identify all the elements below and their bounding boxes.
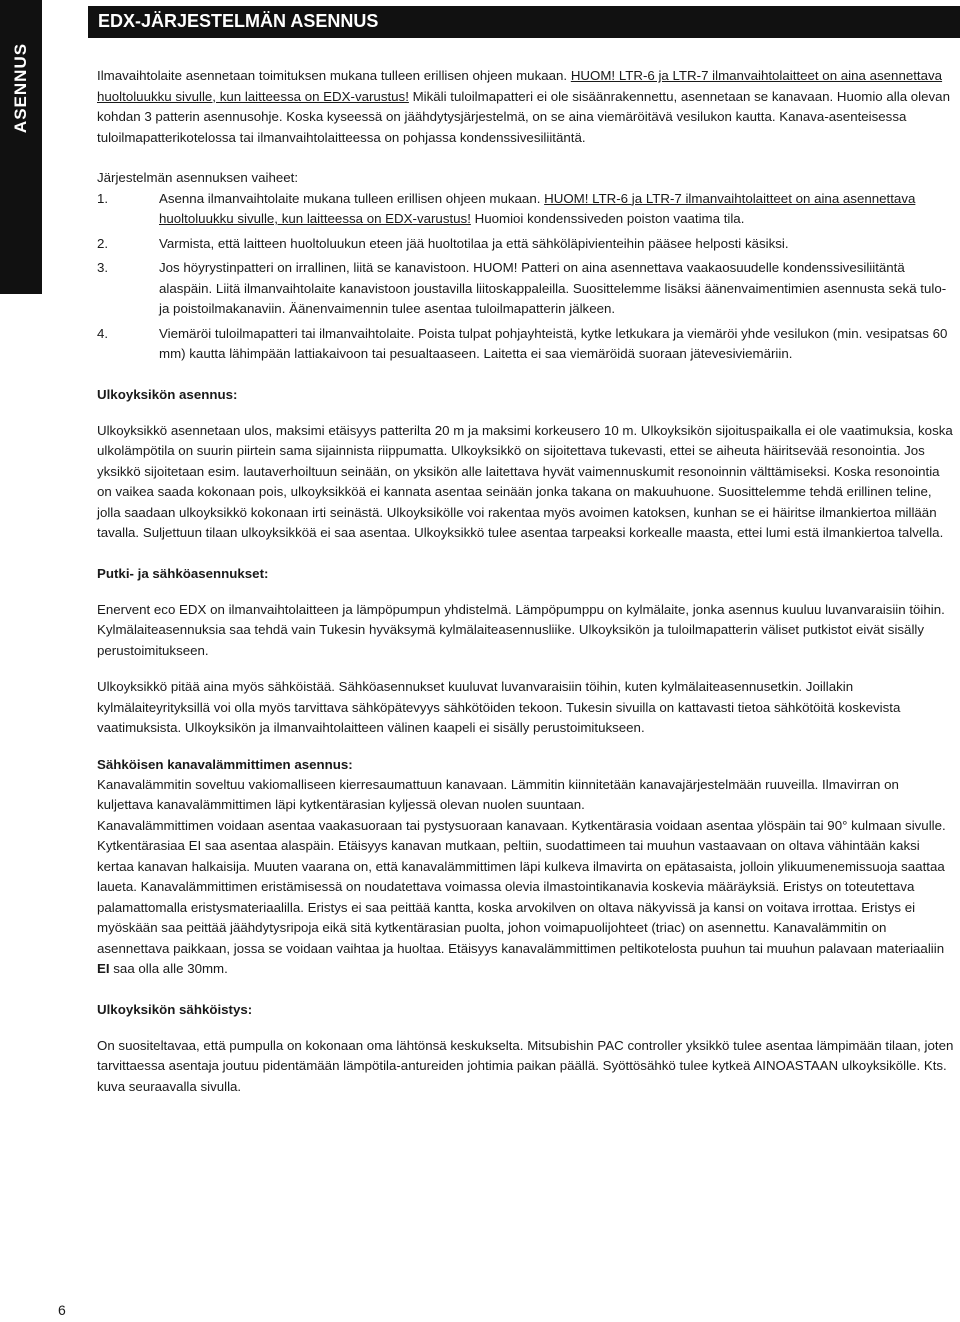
steps-heading: Järjestelmän asennuksen vaiheet: [97,170,299,185]
heater-emphasis: EI [97,961,110,976]
step-text: Viemäröi tuloilmapatteri tai ilmanvaihtolaite. Poista tulpat pohjayhteistä, kytke letkukara ja viemäröi yhde vesilukon (min. vesipatsas 60 mm) kautta lähimpään lattiakaivoon tai pesualtaaseen. Laitetta ei saa viemäröidä suoraan jätevesiviemäriin. [159,325,948,361]
electrification-text: On suositeltavaa, että pumpulla on kokonaan oma lähtönsä keskukselta. Mitsubishin PAC controller yksikkö tulee asentaa lämpimään tilaan, joten tarvittaessa asentaja joutuu pidentämään lämpötila-antureiden johtimia paikan päällä. Syöttösähkö tulee kytkeä AINOASTAAN ulkoyksikölle. Kts. kuva seuraavalla sivulla. [97,1037,954,1094]
title-bar [88,6,960,38]
heater-text: Kanavalämmittimen voidaan asentaa vaakasuoraan tai pystysuoraan kanavaan. Kytkentärasia voidaan asentaa ylöspäin tai 90° kulmaan sivulle. Kytkentärasiaa EI saa asentaa alaspäin. Etäisyys kanavan mutkaan, peltiin, suodattimeen tai muuhun vastaavaan on oltava vähintään kaksi kertaa kanavan halkaisija. Muuten vaarana on, että kanavalämmittimen läpi kulkeva ilmavirta on epätasaista, jolloin ylikuumenemissuoja saattaa laueta. Kanavalämmittimen eristämisessä on noudatettava voimassa olevia ilmastointikanavia koskevia määräyksiä. Eristys on toteutettava palamattomalla eristysmateriaalilla. Eristys ei saa peittää kantta, koska arvokilven on oltava näkyvissä ja kansi on voitava irrottaa. Eristys ei myöskään saa peittää jäähdytysripoja eikä sitä kytkentärasian puolta, johon voimapuolijohteet (triac) on asennettu. Kanavalämmitin on asennettava paikkaan, jossa se voidaan vaihtaa ja huoltaa. Etäisyys kanavalämmittimen peltikotelosta puuhun tai muuhun palavaan materiaaliin [97,817,946,956]
heater-paragraph-2 [97,816,957,980]
step-text: Varmista, että laitteen huoltoluukun eteen jää huoltotilaa ja että sähköläpivienteihin pääsee helposti käsiksi. [159,235,789,251]
step-item [97,258,957,320]
intro-text: Ilmavaihtolaite asennetaan toimituksen mukana tulleen erillisen ohjeen mukaan. [97,68,571,83]
main-content [97,66,957,1097]
step-number: 3. [97,260,109,275]
step-text: Jos höyrystinpatteri on irrallinen, liitä se kanavistoon. HUOM! Patteri on aina asennettava vaakaosuudelle kondenssivesiliitäntä alaspäin. Liitä ilmanvaihtolaite kanavistoon joustavilla liitoskappaleilla. Suosittelemme lisäksi äänenvaimentimien asennusta sekä tulo- ja poistoilmakanaviin. Äänenvaimennin tulee asentaa tuloilmapatterin jälkeen. [159,260,947,316]
intro-text-rest: Mikäli tuloilmapatteri ei ole sisäänrakennettu, asennetaan se kanavaan. Huomio alla olevan kohdan 3 patterin asennusohje. Koska kyseessä on jäähdytysjärjestelmä, on se aina viemäröitävä vesilukon kautta. Kanava-asenteisessa tuloilmapatterikotelossa tai ilmanvaihtolaitteessa on pohjassa kondenssivesiliitäntä. [97,88,950,145]
outdoor-text: Ulkoyksikkö asennetaan ulos, maksimi etäisyys patterilta 20 m ja maksimi korkeusero 10 m. Ulkoyksikön sijoituspaikalla ei ole vaatimuksia, koska ulkolämpötila on suurin piirtein sama sijainnista riippumatta. Ulkoyksikkö on sijoitettava tukevasti, ettei se aiheuta häiritsevää resonointia. Jos yksikkö sijoitetaan esim. lautaverhoiltuun seinään, on yksikön alle laitettava hyvät vaimennuskumit resonoinnin välttämiseksi. Koska resonointia on vaikea saada kokonaan pois, ulkoyksikköä ei kannata asentaa seinään jonka takana on makuuhuone. Suosittelemme tehdä erillinen teline, jolla saadaan ulkoyksikkö kokonaan irti seinästä. Ulkoyksikölle voi rakentaa myös avoimen katoksen, kunhan se ei häiritse ilmankiertoa millään tavalla. Suljettuun tilaan ulkoyksikköä ei saa asentaa. Ulkoyksikkö tulee asentaa tarpeaksi korkealle maasta, ettei lumi estä ilmankiertoa talvella. [97,422,953,540]
step-number: 2. [97,235,109,251]
step-text-part: Huomioi kondenssiveden poiston vaatima tila. [470,211,745,226]
step-item [97,189,957,230]
side-section-tab [0,0,42,294]
heater-paragraph-1: Kanavalämmitin soveltuu vakiomalliseen kierresaumattuun kanavaan. Lämmitin kiinnitetään kanavajärjestelmään ruuveilla. Ilmavirran on kuljettava kanavalämmittimen läpi kytkentärasian kyljessä olevan nuolen suuntaan. [97,776,899,812]
page-number: 6 [58,1302,66,1318]
intro-warning: HUOM! LTR-6 ja LTR-7 ilmanvaihtolaitteet on aina asennettava huoltoluukku sivulle, kun laitteessa on EDX-varustus! [97,68,943,104]
step-text-part: Asenna ilmanvaihtolaite mukana tulleen erillisen ohjeen mukaan. [159,190,545,206]
electrification-heading: Ulkoyksikön sähköistys: [97,1001,253,1017]
step-item [97,234,957,255]
pipes-paragraph-1: Enervent eco EDX on ilmanvaihtolaitteen ja lämpöpumpun yhdistelmä. Lämpöpumppu on kylmälaite, jonka asennus kuuluu luvanvaraisiin töihin. Kylmälaiteasennuksia saa tehdä vain Tukesin hyväksymä kylmälaiteasennusliike. Ulkoyksikön ja tuloilmapatterin väliset putkistot eivät sisälly perustoimitukseen. [97,601,945,658]
heater-text-end: saa olla alle 30mm. [109,961,228,976]
step-number: 1. [97,190,109,206]
pipes-paragraph-2: Ulkoyksikkö pitää aina myös sähköistää. Sähköasennukset kuuluvat luvanvaraisiin töihin, kuten kylmälaiteasennusetkin. Joillakin kylmälaiteyrityksillä voi olla myös tarvittava sähköpätevyys sähkötöiden tekoon. Tukesin sivuilla on kattavasti tietoa sähkötöitä koskevista vaatimuksista. Ulkoyksikön ja ilmanvaihtolaitteen välinen kaapeli ei sisälly perustoimitukseen. [97,679,901,735]
intro-paragraph [97,66,957,148]
side-tab-label: ASENNUS [11,42,30,134]
step-warning: HUOM! LTR-6 ja LTR-7 ilmanvaihtolaitteet on aina asennettava huoltoluukku sivulle, kun laitteessa on EDX-varustus! [159,190,916,226]
page-title: EDX-JÄRJESTELMÄN ASENNUS [98,11,379,31]
pipes-heading: Putki- ja sähköasennukset: [97,565,269,581]
step-number: 4. [97,325,109,341]
step-text [159,189,957,230]
steps-list [97,189,957,365]
outdoor-heading: Ulkoyksikön asennus: [97,386,238,402]
step-item [97,324,957,365]
heater-heading: Sähköisen kanavalämmittimen asennus: [97,756,353,772]
